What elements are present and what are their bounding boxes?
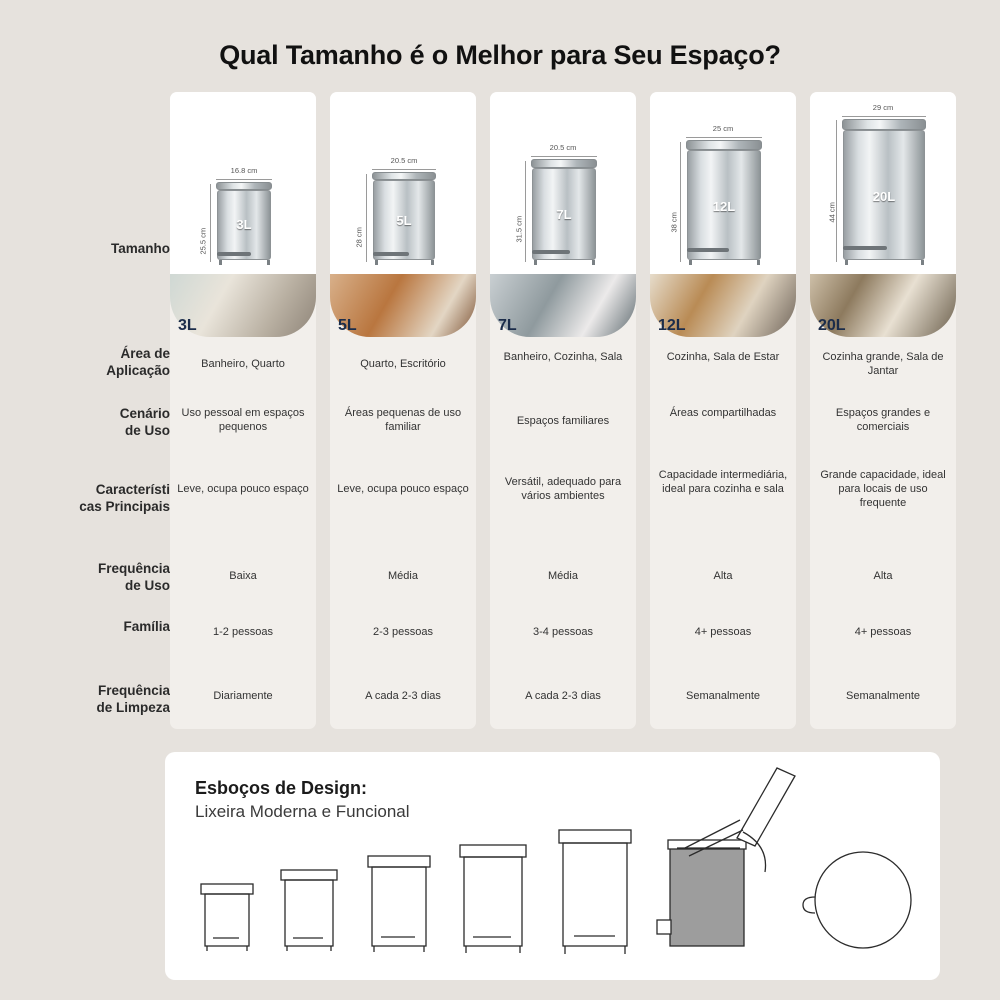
cell-family-12l: 4+ pessoas <box>694 626 752 638</box>
bin-foot-left-5l <box>375 260 378 265</box>
sketch-panel-title: Esboços de Design: <box>195 778 368 798</box>
sketch-bin-4 <box>460 845 526 953</box>
cell-features-20l: Grande capacidade, ideal para locais de uso frequente <box>820 469 946 509</box>
height-dimension-line-5l <box>366 174 367 262</box>
cell-area-12l: Cozinha, Sala de Estar <box>666 351 780 363</box>
bin-foot-right-12l <box>757 260 760 265</box>
column-7l[interactable] <box>490 92 636 729</box>
cell-scenario-5l: Áreas pequenas de uso familiar <box>344 407 462 433</box>
bin-foot-left-3l <box>219 260 222 265</box>
column-12l[interactable] <box>650 92 796 729</box>
bin-drawing-5l <box>330 92 476 274</box>
cell-features-12l: Capacidade intermediária, ideal para cozinha e sala <box>658 469 788 495</box>
cell-frequency-7l: Média <box>548 570 578 582</box>
bin-width-label-20l: 29 cm <box>872 103 894 112</box>
bin-illustration-area-3l <box>170 92 316 274</box>
bin-body-3l <box>217 190 271 260</box>
bin-width-label-7l: 20.5 cm <box>549 143 577 152</box>
bin-foot-right-7l <box>592 260 595 265</box>
size-badge-20l: 20L <box>818 317 846 334</box>
bin-height-label-20l: 44 cm <box>827 202 837 223</box>
cell-cleaning-5l: A cada 2-3 dias <box>365 690 441 702</box>
cell-scenario-12l: Áreas compartilhadas <box>669 407 777 419</box>
cell-family-7l: 3-4 pessoas <box>533 626 593 638</box>
cell-scenario-7l: Espaços familiares <box>516 415 610 427</box>
cell-cleaning-12l: Semanalmente <box>686 690 760 702</box>
comparison-table <box>60 92 946 737</box>
bin-lid-20l <box>842 119 926 130</box>
bin-width-label-5l: 20.5 cm <box>390 156 418 165</box>
sketch-bin-round <box>803 852 911 948</box>
bin-capacity-label-3l: 3L <box>236 217 252 232</box>
size-badge-7l: 7L <box>498 317 517 334</box>
cell-area-20l: Cozinha grande, Sala de Jantar <box>822 351 944 377</box>
bin-width-label-12l: 25 cm <box>712 124 734 133</box>
sketch-bin-3 <box>368 856 430 952</box>
row-label-frequency: Frequência de Uso <box>97 561 170 593</box>
bin-capacity-label-5l: 5L <box>396 213 412 228</box>
row-label-area: Área de Aplicação <box>106 346 170 378</box>
cell-family-5l: 2-3 pessoas <box>373 626 433 638</box>
size-badge-3l: 3L <box>178 317 197 334</box>
sketch-bin-open-lid <box>657 768 795 946</box>
bin-foot-left-20l <box>845 260 848 265</box>
column-3l[interactable] <box>170 92 316 729</box>
cell-features-3l: Leve, ocupa pouco espaço <box>177 483 309 495</box>
bin-illustration-area-7l <box>490 92 636 274</box>
bin-drawing-7l <box>490 92 636 274</box>
height-dimension-line-20l <box>836 120 837 262</box>
bin-body-7l <box>532 168 596 260</box>
cell-cleaning-20l: Semanalmente <box>846 690 920 702</box>
bin-drawing-12l <box>650 92 796 274</box>
bin-capacity-label-7l: 7L <box>556 207 572 222</box>
bin-capacity-label-20l: 20L <box>872 189 896 204</box>
bin-lid-7l <box>531 159 597 168</box>
bin-body-5l <box>373 180 435 260</box>
cell-family-3l: 1-2 pessoas <box>213 626 273 638</box>
bin-pedal-20l <box>843 246 887 250</box>
size-badge-12l: 12L <box>658 317 686 334</box>
sketch-bin-5 <box>559 830 631 954</box>
bin-lid-3l <box>216 182 272 190</box>
column-20l[interactable] <box>810 92 956 729</box>
row-label-family: Família <box>123 619 170 634</box>
bin-illustration-area-12l <box>650 92 796 274</box>
cell-area-7l: Banheiro, Cozinha, Sala <box>503 351 623 363</box>
design-sketch-panel <box>165 752 940 980</box>
bin-illustration-area-20l <box>810 92 956 274</box>
bin-drawing-20l <box>810 92 956 274</box>
cell-area-3l: Banheiro, Quarto <box>201 358 285 370</box>
row-label-cleaning: Frequência de Limpeza <box>96 683 170 715</box>
cell-frequency-3l: Baixa <box>229 570 257 582</box>
bin-drawing-3l <box>170 92 316 274</box>
width-dimension-line-3l <box>216 179 272 180</box>
width-dimension-line-20l <box>842 116 926 117</box>
bin-pedal-3l <box>217 252 251 256</box>
cell-scenario-20l: Espaços grandes e comerciais <box>835 407 931 433</box>
bin-height-label-5l: 28 cm <box>354 227 364 248</box>
height-dimension-line-3l <box>210 184 211 262</box>
cell-frequency-5l: Média <box>388 570 418 582</box>
sketch-panel-subtitle: Lixeira Moderna e Funcional <box>195 802 410 821</box>
bin-pedal-12l <box>687 248 729 252</box>
cell-scenario-3l: Uso pessoal em espaços pequenos <box>181 407 305 433</box>
bin-width-label-3l: 16.8 cm <box>230 166 258 175</box>
bin-foot-right-5l <box>431 260 434 265</box>
sketch-drawings <box>165 752 940 980</box>
cell-cleaning-3l: Diariamente <box>213 690 273 702</box>
sketch-bin-1 <box>201 884 253 951</box>
bin-foot-right-20l <box>921 260 924 265</box>
height-dimension-line-12l <box>680 142 681 262</box>
width-dimension-line-5l <box>372 169 436 170</box>
cell-family-20l: 4+ pessoas <box>854 626 912 638</box>
bin-height-label-7l: 31.5 cm <box>514 215 524 243</box>
size-badge-5l: 5L <box>338 317 357 334</box>
page-title: Qual Tamanho é o Melhor para Seu Espaço? <box>219 40 781 70</box>
width-dimension-line-12l <box>686 137 762 138</box>
cell-features-5l: Leve, ocupa pouco espaço <box>337 483 469 495</box>
bin-foot-left-12l <box>689 260 692 265</box>
row-label-scenario: Cenário de Uso <box>119 406 170 438</box>
bin-height-label-12l: 38 cm <box>669 212 679 233</box>
sketch-bin-2 <box>281 870 337 951</box>
size-columns <box>170 92 946 737</box>
row-label-size: Tamanho <box>110 241 170 256</box>
bin-lid-12l <box>686 140 762 150</box>
cell-cleaning-7l: A cada 2-3 dias <box>525 690 601 702</box>
row-label-column <box>60 92 170 737</box>
cell-frequency-12l: Alta <box>713 570 733 582</box>
bin-pedal-7l <box>532 250 570 254</box>
bin-body-12l <box>687 150 761 260</box>
column-5l[interactable] <box>330 92 476 729</box>
bin-lid-5l <box>372 172 436 180</box>
bin-capacity-label-12l: 12L <box>712 199 736 214</box>
bin-foot-right-3l <box>267 260 270 265</box>
width-dimension-line-7l <box>531 156 597 157</box>
row-label-features: Característi cas Principais <box>79 482 170 514</box>
cell-area-5l: Quarto, Escritório <box>360 358 446 370</box>
bin-body-20l <box>843 130 925 260</box>
cell-features-7l: Versátil, adequado para vários ambientes <box>504 476 622 502</box>
cell-frequency-20l: Alta <box>873 570 893 582</box>
height-dimension-line-7l <box>525 161 526 262</box>
bin-foot-left-7l <box>534 260 537 265</box>
bin-height-label-3l: 25.5 cm <box>198 227 208 255</box>
bin-illustration-area-5l <box>330 92 476 274</box>
bin-pedal-5l <box>373 252 409 256</box>
